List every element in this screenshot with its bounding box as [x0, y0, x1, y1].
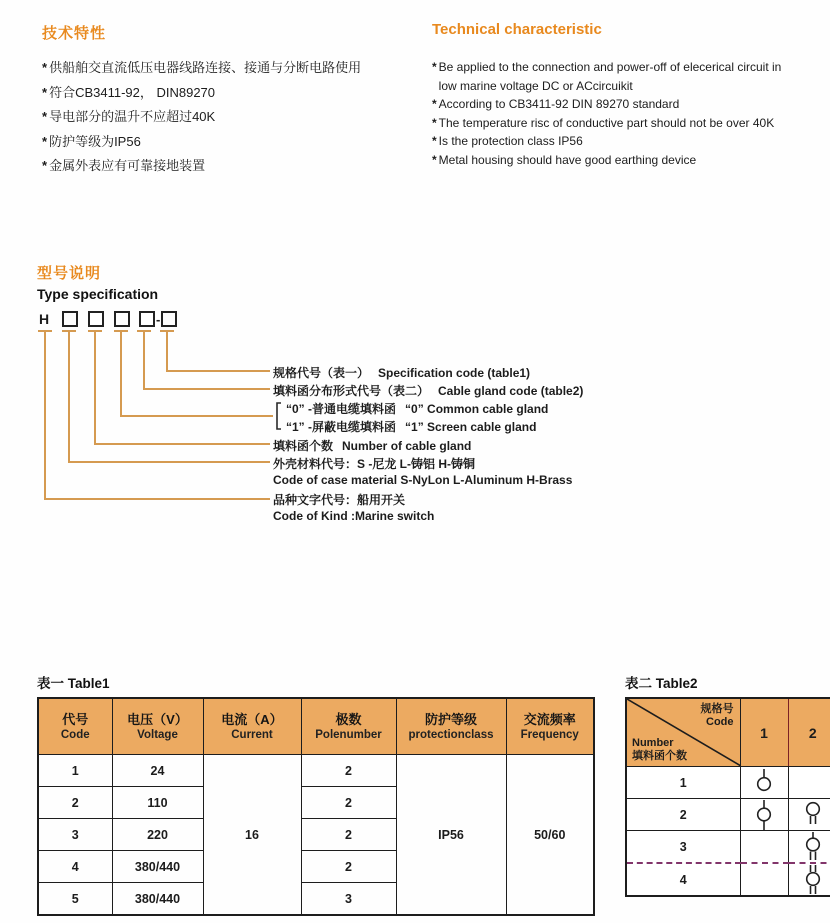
tech-bullet-en: [432, 132, 798, 151]
bullet-marker: *: [42, 60, 48, 75]
table1: [37, 697, 595, 916]
table1-header-frequency: 交流频率 Frequency: [506, 698, 594, 755]
type-code-dash: -: [156, 311, 161, 327]
table2-header-row: [626, 698, 830, 767]
table1-header-row: [38, 698, 594, 755]
desc-option-0: [286, 400, 548, 417]
table2-row: [626, 831, 830, 864]
cell-voltage: 110: [112, 787, 203, 819]
bullet-marker: *: [432, 97, 437, 112]
gland-layout-icon: [788, 799, 830, 831]
table2-corner-cell: [626, 698, 740, 767]
desc-zh: 填料函分布形式代号（表二）: [273, 384, 430, 398]
table1-header-polenumber: 极数 Polenumber: [301, 698, 396, 755]
tech-bullet-zh: [42, 130, 422, 155]
table2-row: [626, 767, 830, 799]
bullet-text: 供船舶交直流低压电器线路连接、接通与分断电路使用: [49, 60, 362, 75]
bullet-text: Metal housing should have good earthing device: [438, 152, 697, 167]
gland-layout-icon: [740, 863, 788, 896]
desc-gland-number: [273, 437, 471, 454]
desc-en: Code of case material S-NyLon L-Aluminum H-Brass: [273, 473, 573, 487]
desc-option-1: [286, 418, 536, 435]
cell-code: 4: [38, 851, 112, 883]
bullet-text: 符合CB3411-92， DIN89270: [49, 84, 216, 100]
desc-zh: “1” -屏蔽电缆填料函: [286, 420, 397, 434]
bullet-marker: *: [432, 115, 437, 130]
gland-layout-icon: [740, 767, 788, 799]
cell-voltage: 380/440: [112, 883, 203, 916]
table1-header-voltage: 电压（V） Voltage: [112, 698, 203, 755]
bullet-text: Is the protection class IP56: [438, 134, 583, 149]
tech-bullet-en: [432, 58, 798, 95]
desc-en: Specification code (table1): [378, 366, 531, 380]
desc-material-zh: [273, 455, 475, 472]
table2: [625, 697, 830, 897]
tech-bullet-zh: [42, 105, 422, 130]
desc-zh: 品种文字代号：船用开关: [273, 493, 406, 507]
table1-label: 表一 Table1: [37, 676, 110, 691]
bullet-text: 防护等级为IP56: [49, 133, 141, 149]
bullet-text: 金属外表应有可靠接地装置: [49, 158, 206, 173]
bullet-text: According to CB3411-92 DIN 89270 standard: [438, 97, 680, 112]
gland-layout-icon: [740, 831, 788, 864]
desc-kind-en: [273, 509, 434, 523]
gland-layout-icon: [788, 863, 830, 896]
table2-row: [626, 799, 830, 831]
cell-gland-number: 4: [626, 863, 740, 896]
tech-heading-en: Technical characteristic: [432, 21, 602, 38]
type-code-letter: H: [38, 311, 50, 327]
bullet-marker: *: [42, 133, 48, 149]
cell-voltage: 380/440: [112, 851, 203, 883]
table2-label: 表二 Table2: [625, 676, 698, 691]
tech-bullet-en: [432, 151, 798, 170]
cell-pole: 3: [301, 883, 396, 916]
corner-top-label: 规格号 Code: [700, 703, 734, 728]
cell-code: 1: [38, 755, 112, 787]
tech-bullet-zh: [42, 81, 422, 106]
bullet-marker: *: [42, 158, 48, 173]
tech-bullets-zh: [42, 56, 422, 179]
desc-material-en: [273, 473, 572, 487]
bullet-marker: *: [42, 109, 48, 124]
desc-spec-code: [273, 364, 530, 381]
gland-layout-icon: [740, 799, 788, 831]
desc-en: Number of cable gland: [342, 439, 472, 453]
desc-zh: 填料函个数: [273, 439, 334, 453]
cell-pole: 2: [301, 819, 396, 851]
type-code-connector-lines: [37, 310, 287, 525]
tech-bullet-en: [432, 95, 798, 114]
corner-bottom-label: Number 填料函个数: [632, 737, 687, 762]
cell-voltage: 220: [112, 819, 203, 851]
tech-bullets-en: [432, 58, 798, 170]
cell-code: 3: [38, 819, 112, 851]
table2-colheader-1: 1: [740, 698, 788, 767]
table1-header-protectionclass: 防护等级 protectionclass: [396, 698, 506, 755]
table2-colheader-2: 2: [788, 698, 830, 767]
type-spec-heading-zh: 型号说明: [37, 265, 102, 282]
cell-pole: 2: [301, 755, 396, 787]
tech-bullet-zh: [42, 56, 422, 81]
table1-header-code: 代号 Code: [38, 698, 112, 755]
bullet-marker: *: [42, 84, 48, 100]
gland-layout-icon: [788, 831, 830, 864]
cell-frequency-shared: 50/60: [506, 755, 594, 916]
bullet-text: Be applied to the connection and power-off of elecerical circuit in low marine voltage DC or ACcircuikit: [438, 60, 782, 93]
bullet-marker: *: [432, 152, 437, 167]
desc-zh: “0” -普通电缆填料函: [286, 402, 397, 416]
options-bracket: [277, 403, 281, 429]
cell-pole: 2: [301, 787, 396, 819]
cell-code: 5: [38, 883, 112, 916]
cell-gland-number: 2: [626, 799, 740, 831]
bullet-text: 导电部分的温升不应超过40K: [49, 109, 216, 124]
table1-header-current: 电流（A） Current: [203, 698, 301, 755]
cell-protection-shared: IP56: [396, 755, 506, 916]
tech-bullet-en: [432, 114, 798, 133]
desc-en: “0” Common cable gland: [405, 402, 549, 416]
bullet-marker: *: [432, 134, 437, 149]
cell-current-shared: 16: [203, 755, 301, 916]
tech-bullet-zh: [42, 154, 422, 179]
desc-en: “1” Screen cable gland: [405, 420, 537, 434]
bullet-marker: *: [432, 60, 437, 74]
gland-layout-icon: [788, 767, 830, 799]
bullet-text: The temperature risc of conductive part should not be over 40K: [438, 115, 775, 130]
table2-row: [626, 863, 830, 896]
cell-gland-number: 1: [626, 767, 740, 799]
tech-heading-zh: 技术特性: [42, 25, 107, 42]
type-spec-heading-en: Type specification: [37, 286, 159, 302]
table1-row: [38, 755, 594, 787]
desc-gland-code: [273, 382, 583, 399]
desc-en: Code of Kind :Marine switch: [273, 509, 435, 523]
desc-kind-zh: [273, 491, 405, 508]
cell-gland-number: 3: [626, 831, 740, 864]
cell-code: 2: [38, 787, 112, 819]
desc-zh: 规格代号（表一）: [273, 366, 370, 380]
cell-pole: 2: [301, 851, 396, 883]
desc-zh: 外壳材料代号：S -尼龙 L-铸铝 H-铸铜: [273, 457, 475, 471]
cell-voltage: 24: [112, 755, 203, 787]
desc-en: Cable gland code (table2): [438, 384, 584, 398]
